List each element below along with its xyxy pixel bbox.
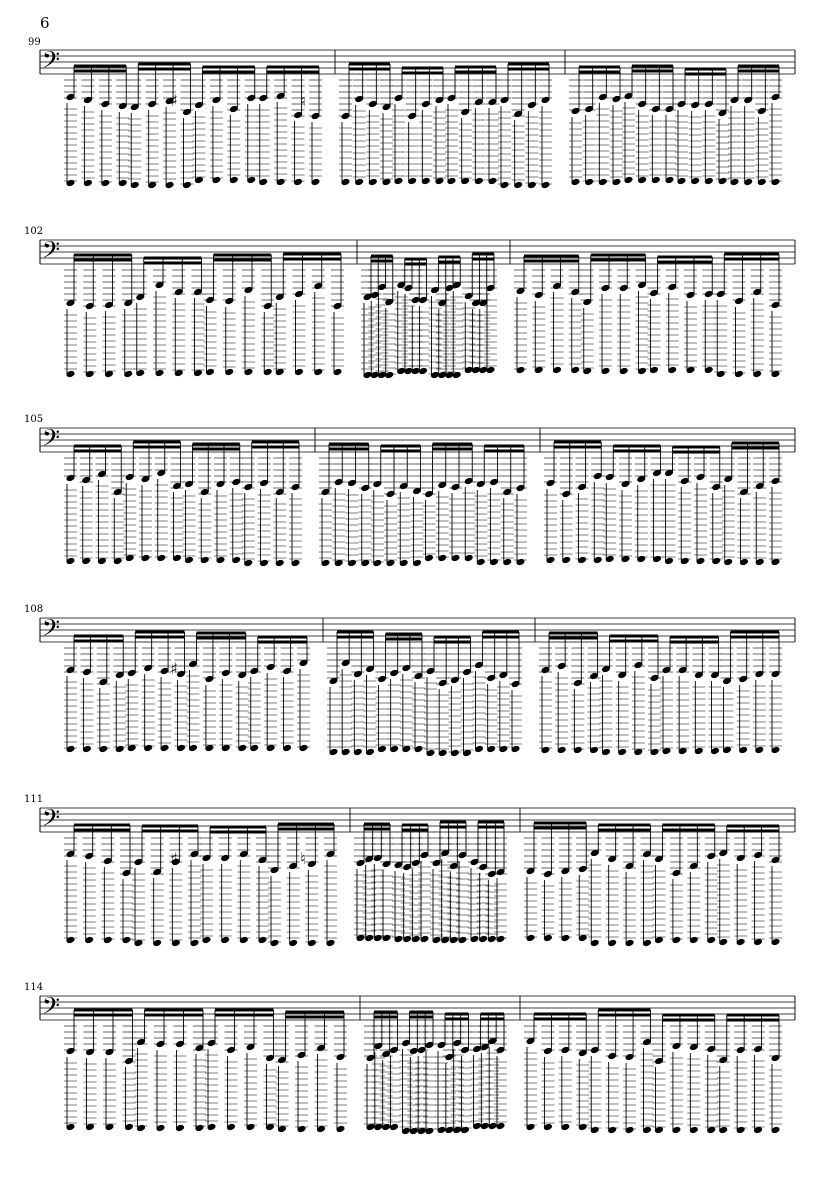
bass-clef-icon: 𝄢 [42, 614, 61, 647]
sharp-icon: ♯ [170, 659, 178, 678]
measure-number-102: 102 [24, 226, 44, 237]
measure-number-105: 105 [24, 414, 44, 425]
page-number: 6 [40, 14, 50, 32]
bass-clef-icon: 𝄢 [42, 46, 61, 79]
measure-number-108: 108 [24, 604, 44, 615]
measure-number-99: 99 [28, 37, 41, 48]
bass-clef-icon: 𝄢 [42, 236, 61, 269]
measure-number-111: 111 [24, 794, 44, 805]
sharp-icon: ♯ [170, 91, 178, 110]
bass-clef-icon: 𝄢 [42, 804, 61, 837]
bass-clef-icon: 𝄢 [42, 424, 61, 457]
natural-icon: ♮ [300, 91, 306, 110]
measure-number-114: 114 [24, 982, 44, 993]
